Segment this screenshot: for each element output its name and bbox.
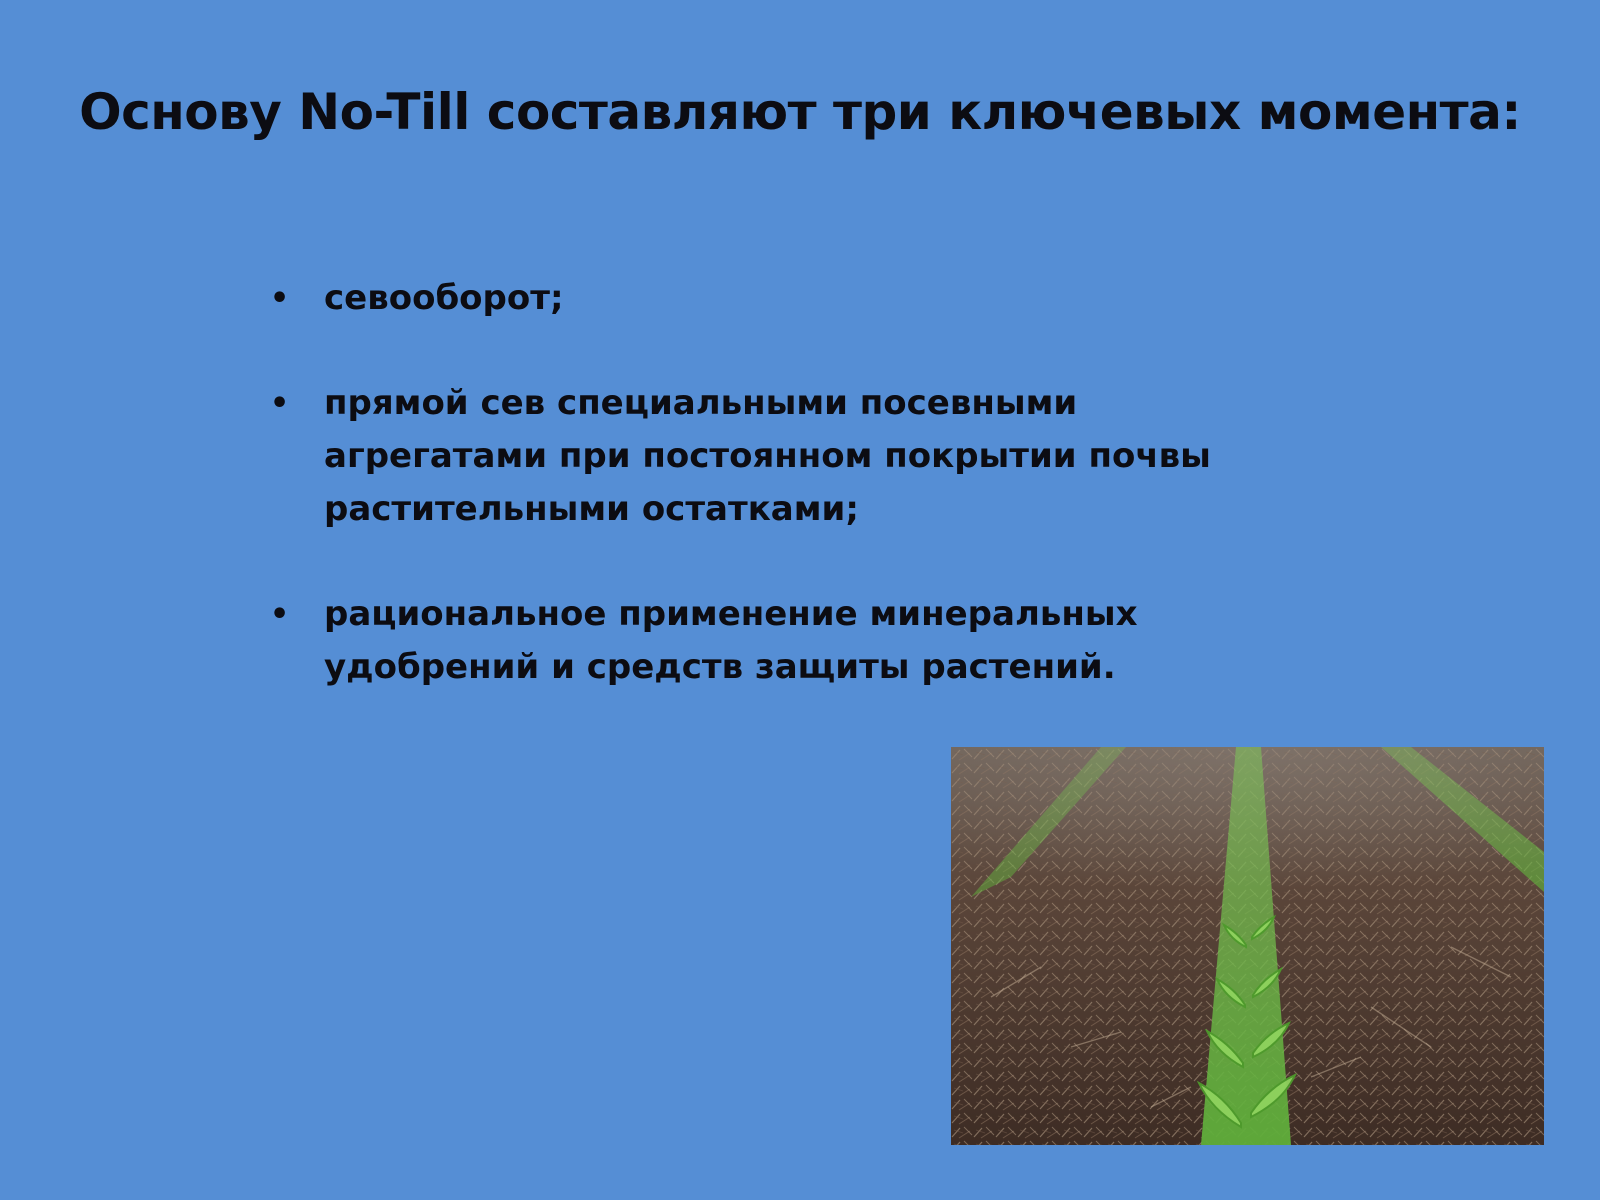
- slide-title: Основу No-Till составляют три ключевых момента:: [79, 83, 1521, 141]
- bullet-marker: •: [270, 281, 290, 316]
- bullet-item-crop-rotation: [270, 272, 1230, 325]
- bullet-marker: •: [270, 597, 290, 632]
- bullet-text: рациональное применение минеральных удобрений и средств защиты растений.: [324, 594, 1138, 687]
- bullet-text: прямой сев специальными посевными агрегатами при постоянном покрытии почвы растительными остатками;: [324, 383, 1211, 529]
- bullet-marker: •: [270, 386, 290, 421]
- field-seedlings-photo: [951, 747, 1544, 1145]
- bullet-text: севооборот;: [324, 278, 564, 318]
- bullet-item-direct-seeding: [270, 377, 1230, 536]
- bullet-list: [270, 272, 1230, 746]
- bullet-item-fertilizers: [270, 588, 1230, 694]
- field-seedlings-illustration: [951, 747, 1544, 1145]
